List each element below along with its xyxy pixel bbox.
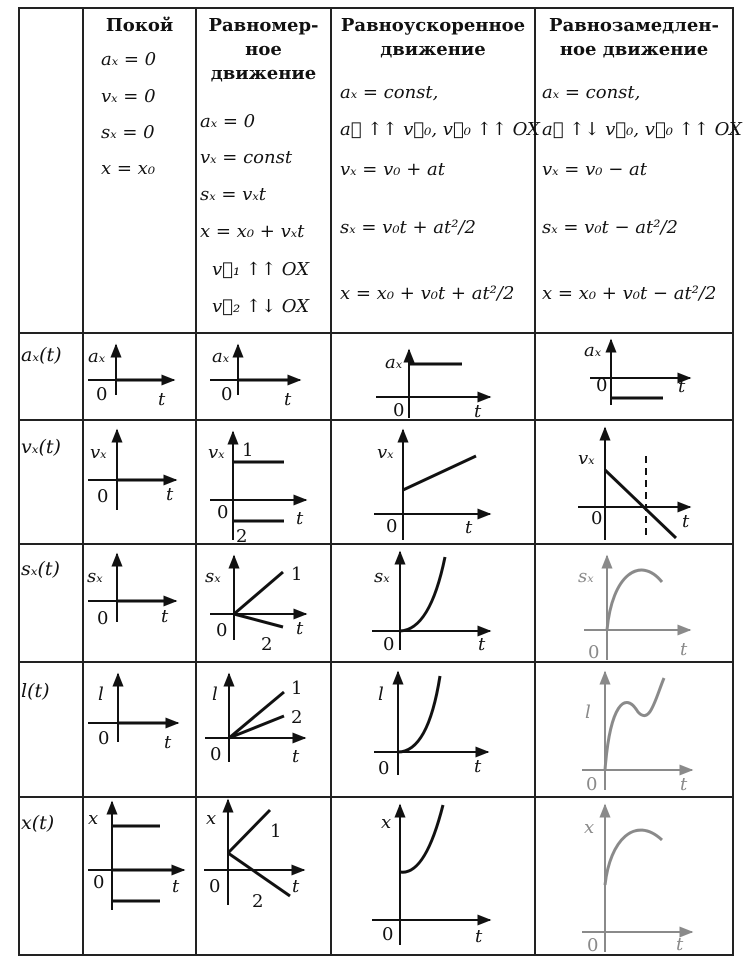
- axis-label-t: t: [465, 517, 473, 538]
- x-line-2: [228, 853, 290, 896]
- line-label-2: 2: [291, 707, 303, 728]
- column-title-rest: Покой: [105, 15, 174, 36]
- axis-label-t: t: [166, 484, 174, 505]
- graph-x-accelerated: [372, 805, 490, 947]
- origin-label: 0: [96, 384, 108, 405]
- axis-label-vx: vₓ: [377, 442, 394, 463]
- axis-label-t: t: [475, 926, 483, 947]
- axis-label-ax: aₓ: [212, 346, 230, 367]
- formula: sₓ = vₓt: [200, 184, 266, 205]
- origin-label: 0: [97, 486, 109, 507]
- formula: v⃗₂ ↑↓ OX: [212, 296, 310, 317]
- graph-l-uniform: [205, 674, 305, 767]
- line-label-2: 2: [252, 891, 264, 912]
- axis-label-t: t: [172, 876, 180, 897]
- x-decel-curve: [605, 830, 662, 885]
- vx-rising-line: [403, 456, 476, 490]
- graph-vx-rest: [88, 430, 176, 510]
- formula: aₓ = 0: [101, 49, 157, 70]
- formula: aₓ = const,: [340, 82, 439, 103]
- axis-label-sx: sₓ: [205, 566, 221, 587]
- graph-x-decelerated: [582, 805, 692, 956]
- axis-label-t: t: [164, 732, 172, 753]
- origin-label: 0: [209, 876, 221, 897]
- axis-label-t: t: [161, 606, 169, 627]
- column-title-accelerated: Равноускоренное движение: [340, 15, 526, 60]
- graph-vx-accelerated: [374, 430, 490, 540]
- row-label-vx: vₓ(t): [21, 436, 61, 458]
- formula: x = x₀: [101, 158, 156, 179]
- graph-ax-decelerated: [584, 340, 690, 405]
- axis-label-x: x: [381, 812, 392, 833]
- axis-label-t: t: [292, 746, 300, 767]
- row-label-sx: sₓ(t): [21, 558, 60, 580]
- formula: sₓ = 0: [101, 122, 155, 143]
- formula: a⃗ ↑↓ v⃗₀, v⃗₀ ↑↑ OX: [542, 119, 742, 140]
- axis-label-t: t: [478, 634, 486, 655]
- sx-line-1: [234, 572, 283, 614]
- formula: x = x₀ + v₀t − at²/2: [542, 283, 717, 304]
- row-label-l: l(t): [21, 680, 50, 702]
- l-line-1: [229, 692, 284, 738]
- axis-label-t: t: [682, 511, 690, 532]
- axis-label-x: x: [206, 808, 217, 829]
- graph-ax-accelerated: [376, 350, 490, 422]
- sx-line-2: [234, 614, 283, 627]
- origin-label: 0: [591, 508, 603, 529]
- origin-label: 0: [382, 924, 394, 945]
- graph-ax-rest: [88, 345, 174, 410]
- line-label-2: 2: [261, 634, 273, 655]
- formula: x = x₀ + v₀t + at²/2: [340, 283, 515, 304]
- graph-sx-accelerated: [372, 552, 490, 655]
- axis-label-sx: sₓ: [578, 566, 594, 587]
- graph-vx-decelerated: [578, 428, 690, 540]
- formula: a⃗ ↑↑ v⃗₀, v⃗₀ ↑↑ OX: [340, 119, 540, 140]
- axis-label-l: l: [98, 684, 104, 705]
- graph-l-accelerated: [374, 672, 488, 779]
- formula: vₓ = 0: [101, 86, 156, 107]
- axis-label-vx: vₓ: [208, 442, 225, 463]
- axis-label-t: t: [296, 508, 304, 529]
- graph-sx-uniform: [205, 556, 306, 655]
- formula: aₓ = const,: [542, 82, 641, 103]
- origin-label: 0: [221, 384, 233, 405]
- origin-label: 0: [93, 872, 105, 893]
- axis-label-x: x: [584, 817, 595, 838]
- axis-label-t: t: [680, 639, 688, 660]
- formula: vₓ = const: [200, 147, 293, 168]
- origin-label: 0: [386, 516, 398, 537]
- axis-label-t: t: [680, 774, 688, 795]
- graph-x-rest: [88, 802, 184, 910]
- origin-label: 0: [216, 620, 228, 641]
- axis-label-ax: aₓ: [88, 346, 106, 367]
- axis-label-sx: sₓ: [87, 566, 103, 587]
- formula: v⃗₁ ↑↑ OX: [212, 259, 310, 280]
- graph-l-decelerated: [582, 672, 692, 795]
- l-line-2: [229, 716, 284, 738]
- axis-label-t: t: [474, 401, 482, 422]
- line-label-1: 1: [291, 564, 303, 585]
- graph-l-rest: [88, 674, 178, 753]
- axis-label-t: t: [678, 376, 686, 397]
- row-label-ax: aₓ(t): [21, 344, 62, 366]
- formula: x = x₀ + vₓt: [200, 221, 305, 242]
- axis-label-t: t: [296, 618, 304, 639]
- axis-label-vx: vₓ: [90, 442, 107, 463]
- graph-sx-rest: [87, 554, 176, 629]
- axis-label-t: t: [284, 389, 292, 410]
- sx-parabola: [400, 557, 445, 631]
- origin-label: 0: [383, 634, 395, 655]
- line-label-1: 1: [291, 678, 303, 699]
- formula: aₓ = 0: [200, 111, 256, 132]
- axis-label-t: t: [292, 876, 300, 897]
- axis-label-l: l: [585, 702, 591, 723]
- line-label-1: 1: [242, 440, 254, 461]
- column-title-decelerated: Равнозамедлен- ное движение: [549, 15, 719, 60]
- axis-label-t: t: [158, 389, 166, 410]
- axis-label-vx: vₓ: [578, 448, 595, 469]
- axis-label-l: l: [378, 684, 384, 705]
- origin-label: 0: [393, 400, 405, 421]
- sx-decel-curve: [607, 570, 662, 630]
- formula: vₓ = v₀ − at: [542, 159, 647, 180]
- graph-ax-uniform: [210, 345, 300, 410]
- origin-label: 0: [378, 758, 390, 779]
- axis-label-sx: sₓ: [374, 566, 390, 587]
- graph-sx-decelerated: [578, 556, 690, 663]
- axis-label-ax: aₓ: [385, 352, 403, 373]
- origin-label: 0: [217, 502, 229, 523]
- x-parabola: [400, 805, 443, 872]
- origin-label: 0: [587, 935, 599, 956]
- origin-label: 0: [97, 608, 109, 629]
- axis-label-x: x: [88, 808, 99, 829]
- origin-label: 0: [98, 728, 110, 749]
- formula: sₓ = v₀t − at²/2: [542, 217, 678, 238]
- graph-vx-uniform: [208, 432, 306, 547]
- origin-label: 0: [588, 642, 600, 663]
- line-label-2: 2: [236, 526, 248, 547]
- axis-label-l: l: [212, 684, 218, 705]
- origin-label: 0: [210, 744, 222, 765]
- axis-label-t: t: [676, 934, 684, 955]
- axis-label-t: t: [474, 756, 482, 777]
- graph-x-uniform: [204, 800, 304, 912]
- column-title-uniform: Равномер- ное движение: [208, 15, 319, 84]
- x-line-1: [228, 810, 270, 853]
- origin-label: 0: [596, 375, 608, 396]
- formula: vₓ = v₀ + at: [340, 159, 445, 180]
- l-decel-curve: [605, 678, 664, 770]
- formula: sₓ = v₀t + at²/2: [340, 217, 476, 238]
- axis-label-ax: aₓ: [584, 340, 602, 361]
- line-label-1: 1: [270, 821, 282, 842]
- row-label-x: x(t): [21, 812, 55, 834]
- origin-label: 0: [586, 774, 598, 795]
- l-parabola: [398, 676, 440, 752]
- vx-falling-line: [605, 470, 676, 538]
